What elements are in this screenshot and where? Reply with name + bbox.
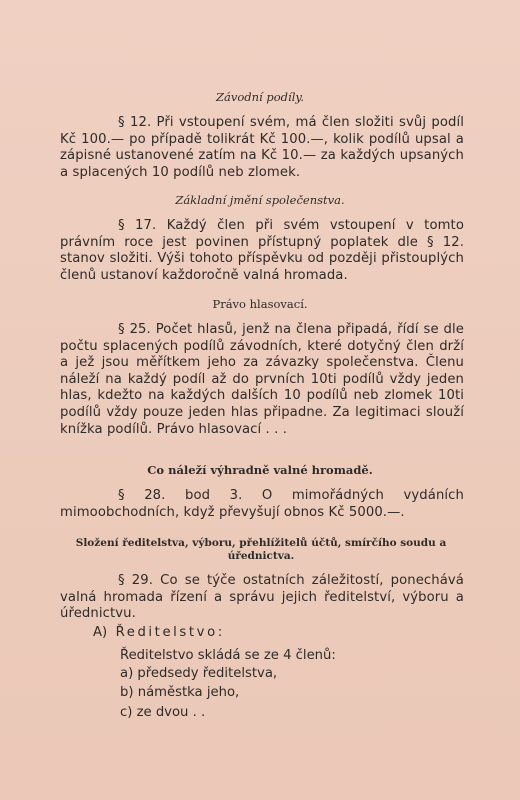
- subsection-a-heading: [93, 625, 225, 640]
- paragraph-text: Počet hlasů, jenž na člena připadá, řídí se dle počtu splacených podílů závodních, které dotyčný člen drží a jež jsou měřítkem jeho za závazky společenstva. Členu náleží na každý podíl až do prvních 10ti podílů vždy jeden hlas, kdežto na každých dalších 10 podílů neb zlomek 10ti podílů vždy pouze jeden hlas připadne. Za legitimaci slouží knížka podílů. Právo hlasovací . . .: [60, 322, 464, 437]
- list-item: c) ze dvou . .: [120, 705, 206, 720]
- subsection-a-intro: Ředitelstvo skládá se ze 4 členů:: [120, 648, 336, 663]
- section-heading-zavodni-podily: Závodní podíly.: [216, 90, 304, 104]
- section-number: § 28.: [118, 488, 166, 503]
- list-item: b) náměstka jeho,: [120, 685, 240, 700]
- paragraph-text: bod 3. O mimořádných vydáních mimoobchodních, když převyšují obnos Kč 5000.—.: [60, 488, 464, 520]
- section-heading-valna-hromada: Co náleží výhradně valné hromadě.: [147, 463, 373, 477]
- paragraph-section-25: [60, 322, 464, 438]
- paragraph-section-17: [60, 218, 464, 284]
- subsection-label: A): [93, 625, 108, 640]
- section-number: § 29.: [118, 573, 154, 588]
- paragraph-section-28: [60, 488, 464, 521]
- paragraph-section-29: [60, 573, 464, 623]
- paragraph-text: Co se týče ostatních záležitostí, ponechává valná hromada řízení a správu jejich ředitelství, výboru a úřednictvu.: [60, 573, 464, 622]
- section-heading-slozeni-reditelstva: Složení ředitelstva, výboru, přehlížitelů účtů, smírčího soudu a úřednictva.: [75, 537, 447, 562]
- paragraph-section-12: [60, 115, 464, 181]
- section-number: § 17.: [118, 218, 157, 233]
- paragraph-text: Každý člen při svém vstoupení v tomto právním roce jest povinen přístupný poplatek dle § 12. stanov složiti. Výši tohoto příspěvku od později přistouplých členů ustanoví každoročně valná hromada.: [60, 218, 464, 283]
- section-number: § 25.: [118, 322, 151, 337]
- list-item: a) předsedy ředitelstva,: [120, 666, 278, 681]
- section-heading-pravo-hlasovaci: Právo hlasovací.: [212, 297, 308, 311]
- section-number: § 12.: [118, 115, 152, 130]
- subsection-title: Ředitelstvo:: [115, 625, 225, 640]
- paragraph-text: Při vstoupení svém, má člen složiti svůj podíl Kč 100.— po případě tolikrát Kč 100.—, kolik podílů upsal a zápisné ustanovené zatím na Kč 10.— za každých upsaných a splacených 10 podílů neb zlomek.: [60, 115, 465, 180]
- section-heading-zakladni-jmeni: Základní jmění společenstva.: [175, 193, 345, 207]
